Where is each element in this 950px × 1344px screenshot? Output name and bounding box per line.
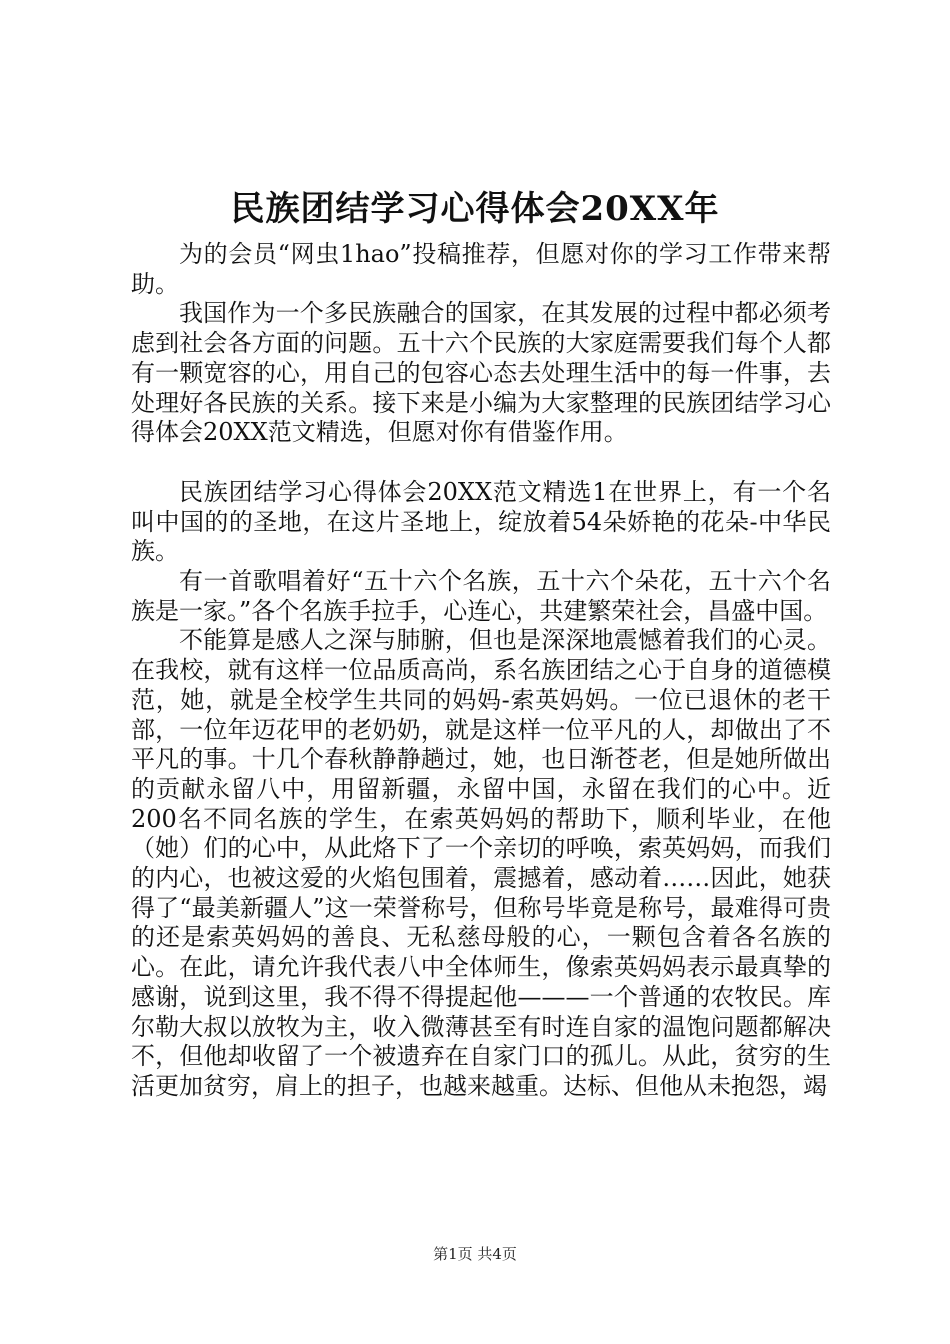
paragraph-song: 有一首歌唱着好“五十六个名族，五十六个朵花，五十六个名族是一家。”各个名族手拉手，心连心，共建繁荣社会，昌盛中国。: [131, 567, 831, 625]
paragraph-essay-1-opening: 民族团结学习心得体会20XX范文精选1在世界上，有一个名叫中国的的圣地，在这片圣地上，绽放着54朵娇艳的花朵-中华民族。: [131, 477, 831, 566]
page-footer: 第1页 共4页: [433, 1245, 517, 1263]
document-body: [131, 240, 831, 1102]
document-title: 民族团结学习心得体会20XX年: [230, 189, 720, 229]
paragraph-intro: 为的会员“网虫1hao”投稿推荐，但愿对你的学习工作带来帮助。: [131, 240, 831, 298]
paragraph-story: 不能算是感人之深与肺腑，但也是深深地震憾着我们的心灵。在我校，就有这样一位品质高尚，系名族团结之心于自身的道德模范，她，就是全校学生共同的妈妈-索英妈妈。一位已退休的老干部，一位年迈花甲的老奶奶，就是这样一位平凡的人，却做出了不平凡的事。十几个春秋静静趟过，她，也日渐苍老，但是她所做出的贡献永留八中，用留新疆，永留中国，永留在我们的心中。近200名不同名族的学生，在索英妈妈的帮助下，顺利毕业，在他（她）们的心中，从此烙下了一个亲切的呼唤，索英妈妈，而我们的内心，也被这爱的火焰包围着，震撼着，感动着……因此，她获得了“最美新疆人”这一荣誉称号，但称号毕竟是称号，最难得可贵的还是索英妈妈的善良、无私慈母般的心，一颗包含着各名族的心。在此，请允许我代表八中全体师生，像索英妈妈表示最真挚的感谢，说到这里，我不得不得提起他———一个普通的农牧民。库尔勒大叔以放牧为主，收入微薄甚至有时连自家的温饱问题都解决不，但他却收留了一个被遗弃在自家门口的孤儿。从此，贫穷的生活更加贫穷，肩上的担子，也越来越重。达标、但他从未抱怨，竭: [131, 626, 831, 1100]
paragraph-background: 我国作为一个多民族融合的国家，在其发展的过程中都必须考虑到社会各方面的问题。五十六个民族的大家庭需要我们每个人都有一颗宽容的心，用自己的包容心态去处理生活中的每一件事，去处理好各民族的关系。接下来是小编为大家整理的民族团结学习心得体会20XX范文精选，但愿对你有借鉴作用。: [131, 299, 831, 447]
paragraph-spacer: [131, 448, 831, 478]
